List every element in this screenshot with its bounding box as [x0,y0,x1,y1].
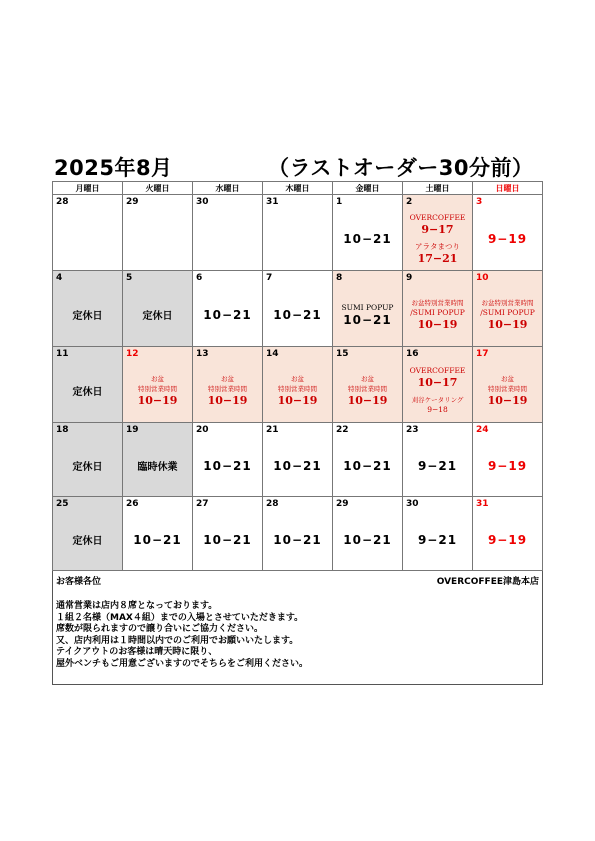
day-number: 12 [126,349,139,359]
day-number: 10 [476,273,489,283]
event-line: 10−19 [417,318,458,331]
day-number: 21 [266,425,279,435]
day-content [473,207,542,270]
day-number: 25 [56,499,69,509]
day-cell [333,195,403,271]
event-line: 10−19 [487,394,528,407]
day-content [53,435,122,496]
business-hours: 10−21 [343,231,392,246]
day-content [123,283,192,346]
day-content [123,207,192,270]
day-number: 6 [196,273,203,283]
day-content [263,359,332,422]
day-cell [53,195,123,271]
day-cell [403,497,473,571]
day-content [403,283,472,346]
week-row [53,271,543,347]
day-cell [123,423,193,497]
closed-label: 定休日 [142,311,173,322]
day-cell [193,195,263,271]
notice-greeting: お客様各位 [56,577,102,587]
day-cell [263,347,333,423]
day-cell [333,423,403,497]
business-hours: 9−21 [417,532,458,547]
day-content [333,207,402,270]
week-row [53,195,543,271]
event-line: 特別営業時間 [278,385,317,393]
business-hours: 9−19 [487,231,528,246]
event-line: /SUMI POPUP [410,308,465,317]
day-content [333,283,402,346]
weekday-header: 金曜日 [333,182,403,195]
event-line: 特別営業時間 [348,385,387,393]
event-line: OVERCOFFEE [409,212,466,222]
day-content [333,509,402,570]
business-hours: 10−21 [273,458,322,473]
notice-line: 又、店内利用は１時間以内でのご利用でお願いいたします。 [56,635,299,646]
weekday-header-row [53,182,543,195]
day-number: 28 [266,499,279,509]
weekday-header: 月曜日 [53,182,123,195]
calendar-grid [52,181,543,571]
day-number: 2 [406,197,413,207]
day-number: 16 [406,349,419,359]
event-line: 刈谷ケータリング [411,396,464,404]
day-number: 15 [336,349,349,359]
day-number: 20 [196,425,209,435]
day-cell [263,423,333,497]
day-content [473,435,542,496]
day-cell [473,195,543,271]
event-line: 特別営業時間 [138,385,177,393]
event-line: /SUMI POPUP [480,308,535,317]
day-number: 7 [266,273,273,283]
day-cell [403,271,473,347]
day-content [123,509,192,570]
event-line: 特別営業時間 [488,385,527,393]
closed-label: 定休日 [72,387,103,398]
day-number: 29 [336,499,349,509]
closed-label: 定休日 [72,536,103,547]
day-content [333,435,402,496]
business-hours: 10−21 [273,307,322,322]
day-number: 23 [406,425,419,435]
day-content [263,509,332,570]
day-content [53,509,122,570]
business-hours: 10−21 [343,458,392,473]
day-content [193,359,262,422]
event-line: SUMI POPUP [341,302,394,312]
event-line: お盆 [291,375,304,383]
day-number: 8 [336,273,343,283]
day-number: 5 [126,273,133,283]
event-line: 10−19 [277,394,318,407]
day-number: 31 [266,197,279,207]
event-line: 17−21 [417,251,458,265]
day-cell [123,195,193,271]
day-content [473,283,542,346]
day-number: 27 [196,499,209,509]
business-hours: 10−21 [133,532,182,547]
day-cell [53,497,123,571]
day-content [193,509,262,570]
day-number: 30 [196,197,209,207]
day-cell [53,271,123,347]
day-cell [263,195,333,271]
day-cell [123,271,193,347]
day-cell [193,271,263,347]
event-line: 9−17 [421,222,454,236]
shop-name: OVERCOFFEE津島本店 [436,577,539,587]
business-hours: 9−19 [487,458,528,473]
day-number: 1 [336,197,343,207]
day-number: 28 [56,197,69,207]
day-cell [333,497,403,571]
event-line: 10−19 [347,394,388,407]
event-line: OVERCOFFEE [409,366,466,375]
event-line: 10−19 [137,394,178,407]
day-content [53,283,122,346]
week-row [53,347,543,423]
day-cell [53,347,123,423]
day-content [193,435,262,496]
day-cell [123,347,193,423]
week-row [53,497,543,571]
closed-label: 定休日 [72,311,103,322]
business-hours: 10−21 [343,532,392,547]
business-hours: 10−21 [273,532,322,547]
day-number: 26 [126,499,139,509]
last-order-note: （ラストオーダー30分前） [268,156,534,180]
day-cell [473,347,543,423]
day-cell [193,423,263,497]
weekday-header: 土曜日 [403,182,473,195]
day-number: 17 [476,349,489,359]
calendar-title: 2025年8月 [54,156,173,180]
day-number: 9 [406,273,413,283]
day-number: 31 [476,499,489,509]
event-line: お盆 [501,375,514,383]
day-cell [403,195,473,271]
event-line: お盆 [151,375,164,383]
day-number: 24 [476,425,489,435]
day-cell [263,271,333,347]
day-number: 14 [266,349,279,359]
notice-line: テイクアウトのお客様は晴天時に限り、 [56,647,218,657]
event-line: 特別営業時間 [208,385,247,393]
day-cell [333,347,403,423]
event-line: アラタまつり [415,241,460,251]
day-cell [403,423,473,497]
business-hours: 10−21 [203,307,252,322]
day-content [53,207,122,270]
event-line: お盆 [221,375,234,383]
weekday-header-sunday: 日曜日 [473,182,543,195]
weekday-header: 水曜日 [193,182,263,195]
notice-line: 席数が限られますので譲り合いにご協力ください。 [56,624,264,634]
notice-line: 通常営業は店内８席となっております。 [56,601,218,611]
event-line: 10−21 [343,312,392,327]
notice-line: 屋外ベンチもご用意ございますのでそちらをご利用ください。 [56,658,309,669]
event-line: 10−19 [487,318,528,331]
day-content [263,435,332,496]
day-number: 18 [56,425,69,435]
day-content [473,509,542,570]
notice-line: １組２名様（MAX４組）までの入場とさせていただきます。 [56,612,304,623]
day-content [263,207,332,270]
day-number: 29 [126,197,139,207]
day-content [403,207,472,270]
day-cell [193,347,263,423]
day-cell [123,497,193,571]
day-number: 13 [196,349,209,359]
event-line: お盆特別営業時間 [411,299,464,307]
event-line: お盆特別営業時間 [481,299,534,307]
day-cell [333,271,403,347]
day-content [193,207,262,270]
day-cell [53,423,123,497]
day-content [123,435,192,496]
day-content [263,283,332,346]
day-number: 19 [126,425,139,435]
event-line: 10−19 [207,394,248,407]
day-cell [473,423,543,497]
day-content [123,359,192,422]
closed-label: 臨時休業 [137,462,178,473]
week-row [53,423,543,497]
notice-lines [56,601,308,670]
day-number: 11 [56,349,69,359]
business-hours: 9−19 [487,532,528,547]
weekday-header: 木曜日 [263,182,333,195]
event-line: 10−17 [417,376,458,389]
day-content [53,359,122,422]
day-cell [473,271,543,347]
business-hours: 9−21 [417,458,458,473]
event-line: お盆 [361,375,374,383]
day-cell [473,497,543,571]
day-content [473,359,542,422]
day-content [403,359,472,422]
day-cell [263,497,333,571]
weekday-header: 火曜日 [123,182,193,195]
day-content [333,359,402,422]
closed-label: 定休日 [72,462,103,473]
day-number: 22 [336,425,349,435]
day-content [193,283,262,346]
business-hours: 10−21 [203,458,252,473]
day-content [403,435,472,496]
day-number: 3 [476,197,483,207]
day-cell [193,497,263,571]
day-content [403,509,472,570]
business-hours: 10−21 [203,532,252,547]
notice-box [52,571,543,685]
day-number: 30 [406,499,419,509]
day-number: 4 [56,273,63,283]
day-cell [403,347,473,423]
event-line: 9−18 [427,405,448,414]
